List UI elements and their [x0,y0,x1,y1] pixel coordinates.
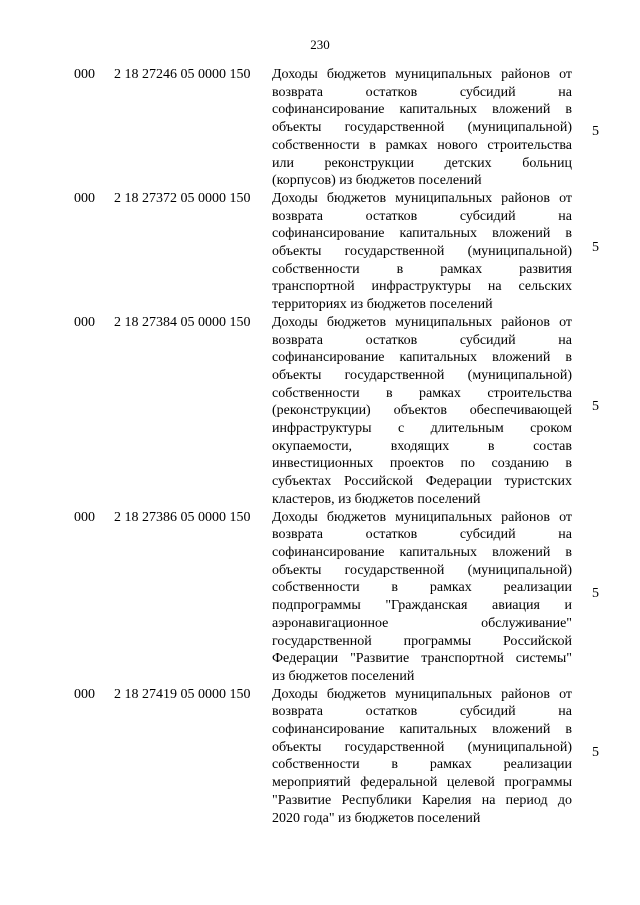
page-number: 230 [310,37,330,52]
description-line: Доходы бюджетов муниципальных районов от [272,509,572,525]
description-line: аэронавигационное обслуживание" [272,615,572,631]
description-line: возврата остатков субсидий на [272,84,572,100]
description-line: (реконструкции) объектов обеспечивающей [272,403,572,419]
kbk-code: 2 18 27419 05 0000 150 [114,686,251,702]
kbk-code: 2 18 27246 05 0000 150 [114,67,251,82]
description-line: транспортной инфраструктуры на сельских [272,279,572,295]
admin-code: 000 [74,190,95,206]
description-line: собственности в рамках строительства [272,385,572,401]
description-line: объекты государственной (муниципальной) [272,739,572,755]
description-line: из бюджетов поселений [272,668,415,684]
description-line: подпрограммы "Гражданская авиация и [272,598,572,614]
description-line: окупаемости, входящих в состав [272,438,572,454]
row-description [272,509,572,686]
admin-code: 000 [74,67,95,82]
description-line: объекты государственной (муниципальной) [272,562,572,578]
admin-code: 000 [74,314,95,330]
amount-value: 5 [592,585,599,601]
description-line: возврата остатков субсидий на [272,704,572,720]
row-description [272,314,572,509]
table-row [0,509,640,686]
description-line: Федерации "Развитие транспортной системы" [272,651,572,667]
row-description [272,66,572,190]
amount-value: 5 [592,239,599,255]
description-line: Доходы бюджетов муниципальных районов от [272,686,572,702]
description-line: собственности в рамках развития [272,261,572,277]
description-line: или реконструкции детских больниц [272,155,572,171]
description-line: 2020 года" из бюджетов поселений [272,810,481,826]
amount-value: 5 [592,744,599,760]
description-line: объекты государственной (муниципальной) [272,367,572,383]
row-description [272,190,572,314]
description-line: софинансирование капитальных вложений в [272,350,572,366]
description-line: софинансирование капитальных вложений в [272,722,572,738]
description-line: собственности в рамках реализации [272,580,572,596]
amount-value: 5 [592,398,599,414]
kbk-code: 2 18 27372 05 0000 150 [114,190,251,206]
row-description [272,686,572,828]
description-line: объекты государственной (муниципальной) [272,244,572,260]
description-line: субъектах Российской Федерации туристских [272,474,572,490]
description-line: собственности в рамках нового строительства [272,137,572,153]
table-row [0,686,640,828]
amount-value: 5 [592,124,599,139]
budget-table [0,66,640,827]
description-line: мероприятий федеральной целевой программы [272,775,572,791]
description-line: кластеров, из бюджетов поселений [272,491,481,507]
description-line: софинансирование капитальных вложений в [272,102,572,118]
description-line: (корпусов) из бюджетов поселений [272,173,482,189]
kbk-code: 2 18 27384 05 0000 150 [114,314,251,330]
description-line: софинансирование капитальных вложений в [272,226,572,242]
description-line: возврата остатков субсидий на [272,527,572,543]
admin-code: 000 [74,509,95,525]
kbk-code: 2 18 27386 05 0000 150 [114,509,251,525]
table-row [0,314,640,509]
description-line: возврата остатков субсидий на [272,208,572,224]
description-line: "Развитие Республики Карелия на период до [272,792,572,808]
description-line: Доходы бюджетов муниципальных районов от [272,67,572,82]
description-line: Доходы бюджетов муниципальных районов от [272,190,572,206]
description-line: софинансирование капитальных вложений в [272,544,572,560]
description-line: инвестиционных проектов по созданию в [272,456,572,472]
description-line: инфраструктуры с длительным сроком [272,421,572,437]
description-line: возврата остатков субсидий на [272,332,572,348]
description-line: объекты государственной (муниципальной) [272,120,572,136]
description-line: собственности в рамках реализации [272,757,572,773]
admin-code: 000 [74,686,95,702]
description-line: государственной программы Российской [272,633,572,649]
table-row [0,66,640,190]
description-line: Доходы бюджетов муниципальных районов от [272,314,572,330]
table-row [0,190,640,314]
description-line: территориях из бюджетов поселений [272,297,493,313]
